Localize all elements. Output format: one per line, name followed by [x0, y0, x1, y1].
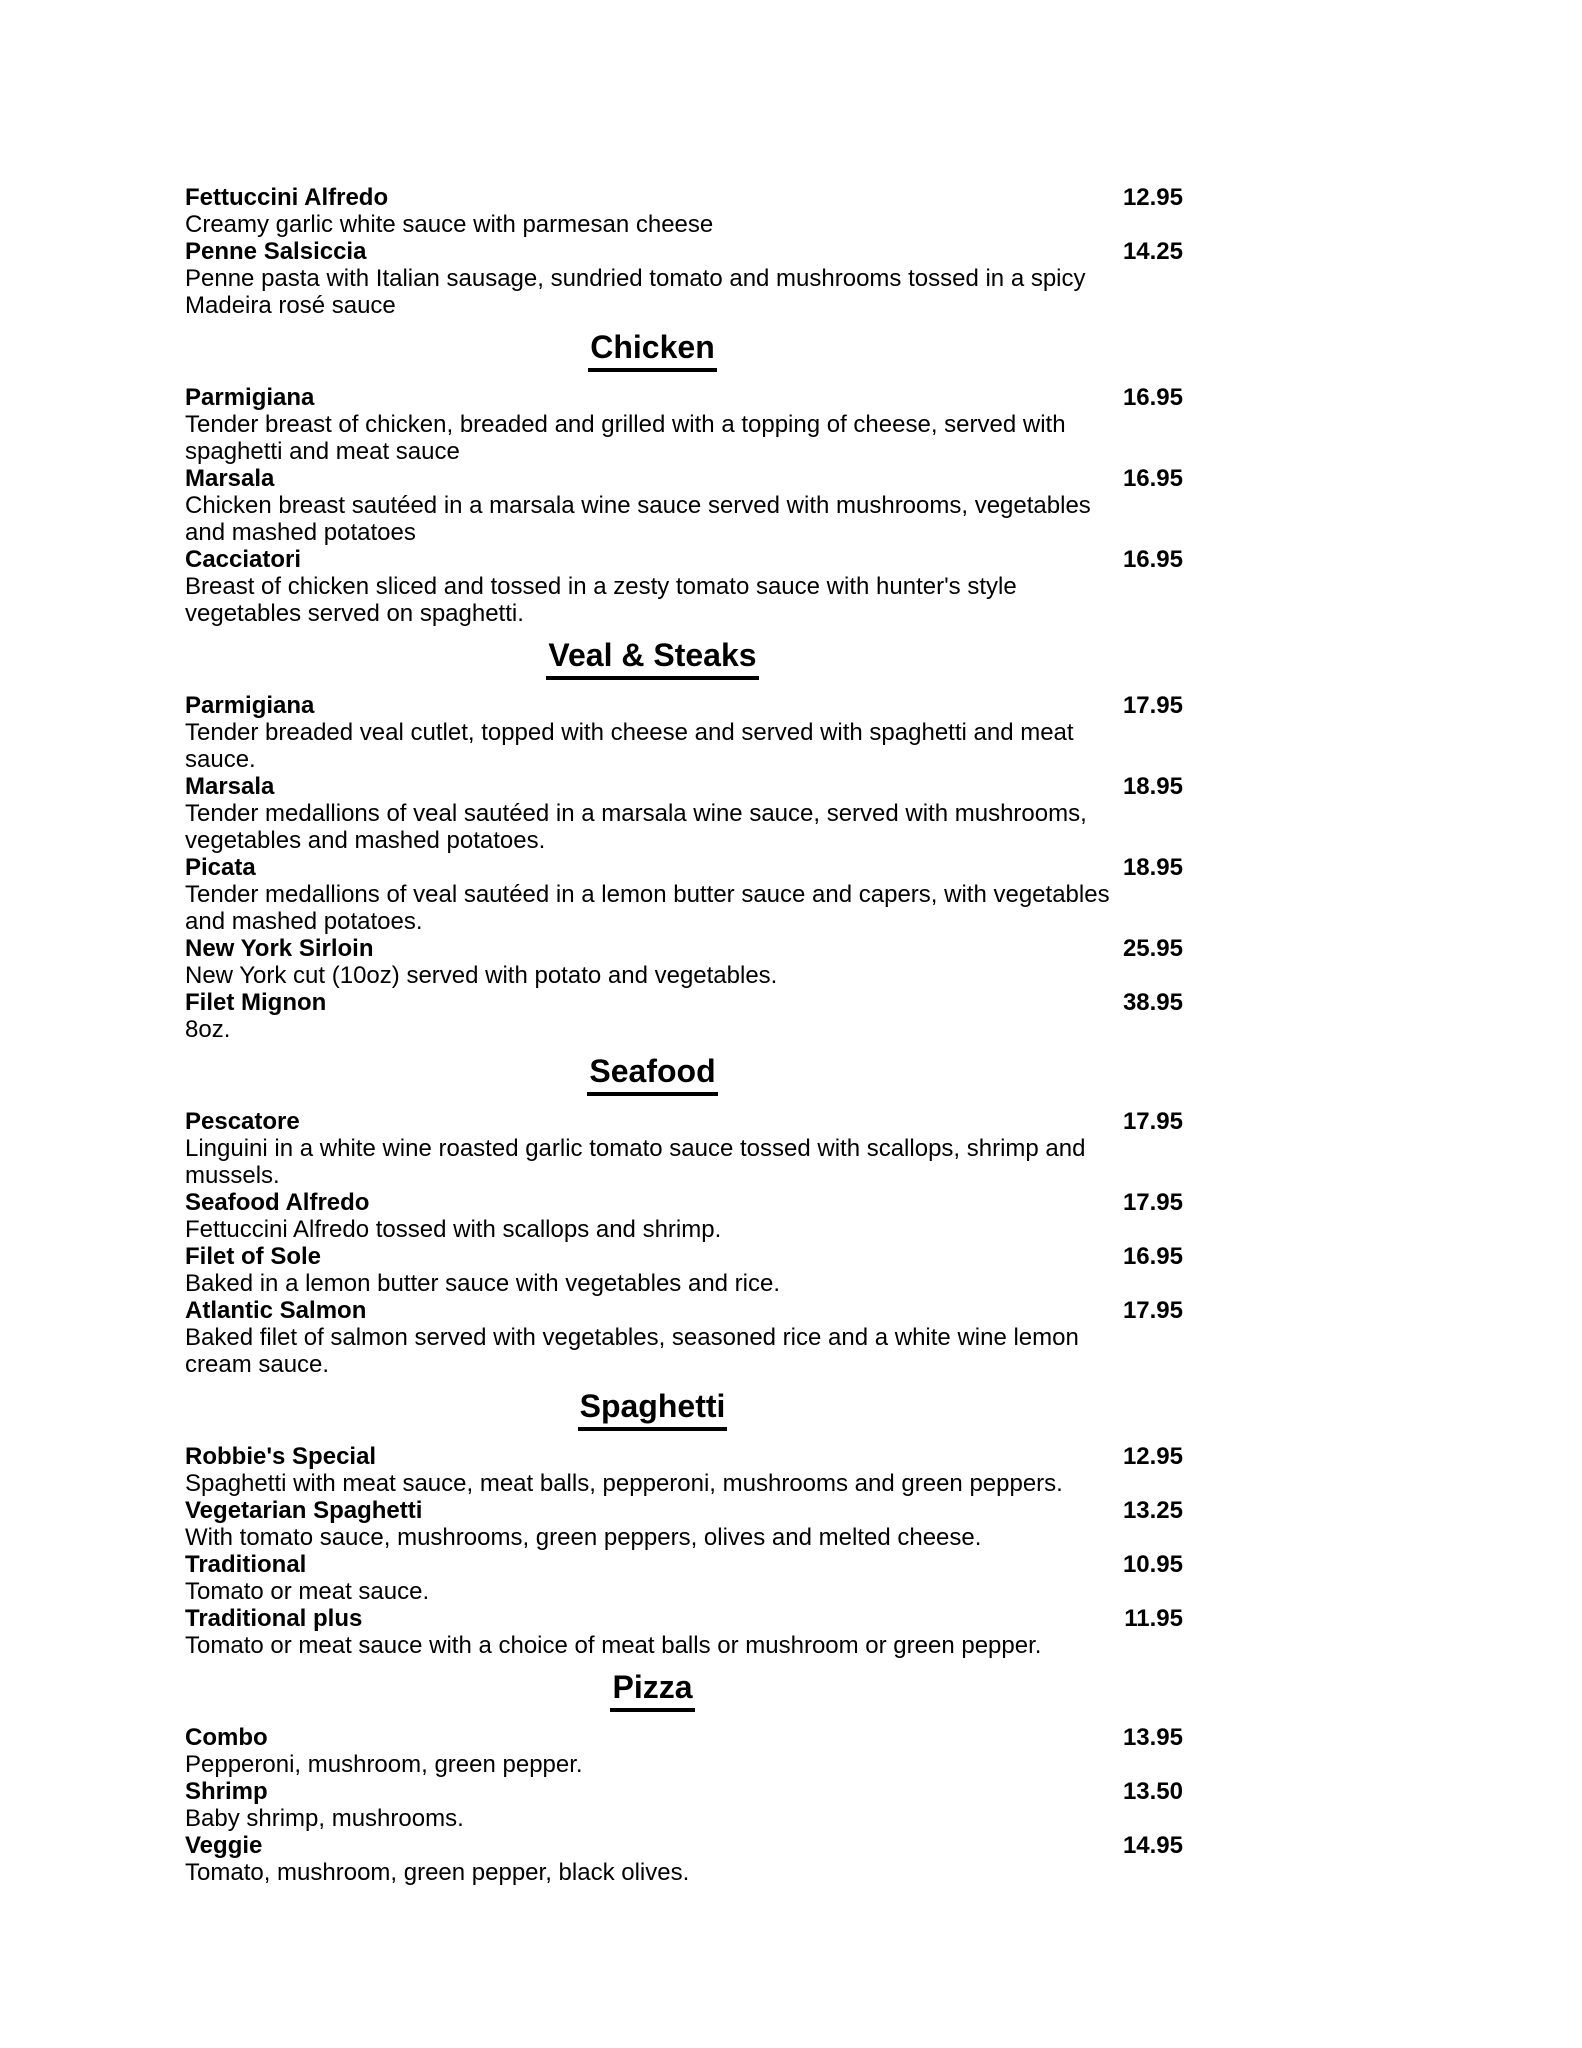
item-price: 17.95 — [1122, 1108, 1183, 1135]
menu-item — [185, 1497, 1183, 1551]
item-price: 38.95 — [1122, 989, 1183, 1016]
section-title-chicken — [185, 329, 1120, 372]
item-row — [185, 546, 1183, 573]
item-row — [185, 773, 1183, 800]
item-name: Picata — [185, 854, 256, 881]
item-name: Marsala — [185, 465, 275, 492]
item-price: 25.95 — [1122, 935, 1183, 962]
menu-item — [185, 465, 1183, 546]
item-description: Tomato or meat sauce with a choice of meat balls or mushroom or green pepper. — [185, 1632, 1042, 1659]
item-row — [185, 854, 1183, 881]
item-name: Traditional — [185, 1551, 307, 1578]
item-row — [185, 1832, 1183, 1859]
item-row — [185, 465, 1183, 492]
item-description: Spaghetti with meat sauce, meat balls, pepperoni, mushrooms and green peppers. — [185, 1470, 1063, 1497]
item-price: 11.95 — [1124, 1605, 1183, 1632]
item-description: Baby shrimp, mushrooms. — [185, 1805, 464, 1832]
item-name: Atlantic Salmon — [185, 1297, 367, 1324]
item-name: Parmigiana — [185, 384, 315, 411]
section-title-text: Chicken — [588, 329, 716, 372]
item-price: 10.95 — [1122, 1551, 1183, 1578]
item-row — [185, 384, 1183, 411]
item-description: Tomato, mushroom, green pepper, black olives. — [185, 1859, 690, 1886]
item-name: Fettuccini Alfredo — [185, 184, 389, 211]
item-description: Chicken breast sautéed in a marsala wine sauce served with mushrooms, vegetables and mashed potatoes — [185, 492, 1091, 546]
item-price: 13.50 — [1122, 1778, 1183, 1805]
menu-item — [185, 1551, 1183, 1605]
item-row — [185, 1551, 1183, 1578]
menu-item — [185, 989, 1183, 1043]
item-price: 17.95 — [1122, 1297, 1183, 1324]
item-row — [185, 1297, 1183, 1324]
item-row — [185, 1108, 1183, 1135]
item-row — [185, 989, 1183, 1016]
item-price: 14.95 — [1122, 1832, 1183, 1859]
item-name: New York Sirloin — [185, 935, 374, 962]
item-description: Tender breast of chicken, breaded and grilled with a topping of cheese, served with spaghetti and meat sauce — [185, 411, 1066, 465]
menu-item — [185, 773, 1183, 854]
menu-item — [185, 1605, 1183, 1659]
item-row — [185, 1724, 1183, 1751]
section-title-seafood — [185, 1053, 1120, 1096]
menu-item — [185, 1724, 1183, 1778]
item-name: Combo — [185, 1724, 268, 1751]
section-title-text: Seafood — [587, 1053, 717, 1096]
item-description: Creamy garlic white sauce with parmesan cheese — [185, 211, 714, 238]
item-name: Cacciatori — [185, 546, 302, 573]
item-description: Penne pasta with Italian sausage, sundried tomato and mushrooms tossed in a spicy Madeira rosé sauce — [185, 265, 1086, 319]
section-title-text: Veal & Steaks — [546, 637, 758, 680]
item-row — [185, 935, 1183, 962]
item-description: Linguini in a white wine roasted garlic tomato sauce tossed with scallops, shrimp and mussels. — [185, 1135, 1086, 1189]
item-price: 13.95 — [1122, 1724, 1183, 1751]
item-price: 16.95 — [1122, 546, 1183, 573]
item-description: Pepperoni, mushroom, green pepper. — [185, 1751, 583, 1778]
item-name: Traditional plus — [185, 1605, 363, 1632]
item-description: Fettuccini Alfredo tossed with scallops and shrimp. — [185, 1216, 722, 1243]
item-name: Veggie — [185, 1832, 263, 1859]
item-description: New York cut (10oz) served with potato and vegetables. — [185, 962, 778, 989]
item-price: 18.95 — [1122, 854, 1183, 881]
item-name: Pescatore — [185, 1108, 300, 1135]
item-price: 14.25 — [1122, 238, 1183, 265]
item-price: 16.95 — [1122, 384, 1183, 411]
item-name: Parmigiana — [185, 692, 315, 719]
menu-item — [185, 1832, 1183, 1886]
item-price: 18.95 — [1122, 773, 1183, 800]
item-description: Baked in a lemon butter sauce with vegetables and rice. — [185, 1270, 781, 1297]
menu-item — [185, 1443, 1183, 1497]
menu-item — [185, 1778, 1183, 1832]
menu-item — [185, 1297, 1183, 1378]
item-name: Filet of Sole — [185, 1243, 322, 1270]
section-title-text: Pizza — [610, 1669, 694, 1712]
item-description: 8oz. — [185, 1016, 231, 1043]
item-row — [185, 1443, 1183, 1470]
item-price: 12.95 — [1122, 184, 1183, 211]
item-description: Tomato or meat sauce. — [185, 1578, 430, 1605]
item-row — [185, 1189, 1183, 1216]
item-price: 17.95 — [1122, 1189, 1183, 1216]
menu-item — [185, 238, 1183, 319]
item-price: 13.25 — [1122, 1497, 1183, 1524]
item-name: Penne Salsiccia — [185, 238, 367, 265]
menu-item — [185, 1108, 1183, 1189]
item-price: 16.95 — [1122, 1243, 1183, 1270]
item-price: 16.95 — [1122, 465, 1183, 492]
item-row — [185, 692, 1183, 719]
item-description: Tender breaded veal cutlet, topped with cheese and served with spaghetti and meat sauce. — [185, 719, 1074, 773]
item-description: Baked filet of salmon served with vegetables, seasoned rice and a white wine lemon cream sauce. — [185, 1324, 1079, 1378]
item-name: Shrimp — [185, 1778, 268, 1805]
section-title-pizza — [185, 1669, 1120, 1712]
item-row — [185, 1243, 1183, 1270]
menu-item — [185, 184, 1183, 238]
item-row — [185, 184, 1183, 211]
section-title-veal-steaks — [185, 637, 1120, 680]
section-title-text: Spaghetti — [578, 1388, 728, 1431]
menu-item — [185, 1189, 1183, 1243]
item-row — [185, 1497, 1183, 1524]
item-name: Filet Mignon — [185, 989, 327, 1016]
item-description: Tender medallions of veal sautéed in a marsala wine sauce, served with mushrooms, vegetables and mashed potatoes. — [185, 800, 1087, 854]
item-name: Vegetarian Spaghetti — [185, 1497, 423, 1524]
item-description: Tender medallions of veal sautéed in a lemon butter sauce and capers, with vegetables and mashed potatoes. — [185, 881, 1110, 935]
menu-item — [185, 1243, 1183, 1297]
item-price: 12.95 — [1122, 1443, 1183, 1470]
item-description: Breast of chicken sliced and tossed in a zesty tomato sauce with hunter's style vegetables served on spaghetti. — [185, 573, 1017, 627]
menu-item — [185, 692, 1183, 773]
menu-item — [185, 546, 1183, 627]
item-name: Marsala — [185, 773, 275, 800]
item-price: 17.95 — [1122, 692, 1183, 719]
menu-item — [185, 384, 1183, 465]
item-description: With tomato sauce, mushrooms, green peppers, olives and melted cheese. — [185, 1524, 982, 1551]
menu-item — [185, 854, 1183, 935]
item-name: Seafood Alfredo — [185, 1189, 370, 1216]
item-row — [185, 1605, 1183, 1632]
item-name: Robbie's Special — [185, 1443, 377, 1470]
item-row — [185, 238, 1183, 265]
menu-item — [185, 935, 1183, 989]
section-title-spaghetti — [185, 1388, 1120, 1431]
item-row — [185, 1778, 1183, 1805]
